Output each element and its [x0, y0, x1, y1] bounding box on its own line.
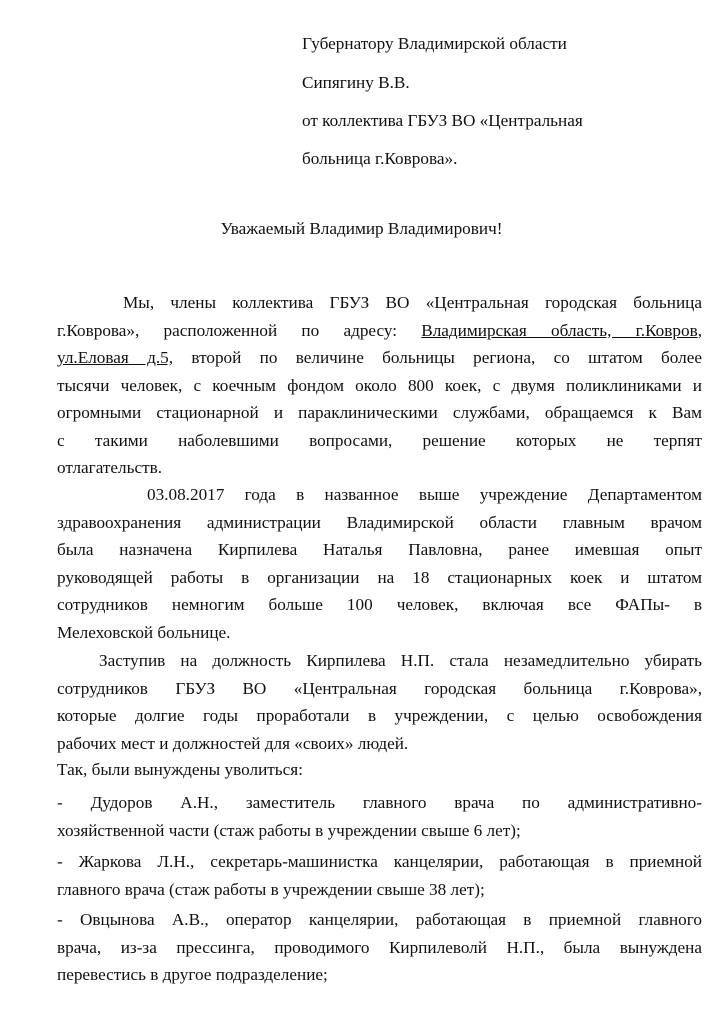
- paragraph-line: рабочих мест и должностей для «своих» людей.: [57, 733, 409, 753]
- paragraph-line: Заступив на должность Кирпилева Н.П. стала незамедлительно убирать: [99, 651, 702, 670]
- list-item-line: врача, из-за прессинга, проводимого Кирпилеволй Н.П., была вынуждена: [57, 937, 702, 957]
- paragraph-line: огромными стационарной и параклиническими службами, обращаемся к Вам: [57, 403, 702, 422]
- paragraph-line: 03.08.2017 года в названное выше учреждение Департаментом: [147, 485, 702, 504]
- paragraph-line: [57, 317, 702, 345]
- salutation: Уважаемый Владимир Владимирович!: [220, 219, 503, 238]
- paragraph-line: руководящей работы в организации на 18 стационарных коек и штатом: [57, 567, 702, 587]
- list-item-1: [57, 789, 702, 844]
- paragraph-line: была назначена Кирпилева Наталья Павловна, ранее имевшая опыт: [57, 540, 702, 559]
- paragraph-line: [57, 344, 702, 372]
- paragraph-line: тысячи человек, с коечным фондом около 800 коек, с двумя поликлиниками и: [57, 375, 702, 395]
- paragraph-line: которые долгие годы проработали в учреждении, с целью освобождения: [57, 706, 702, 725]
- paragraph-line: сотрудников немногим больше 100 человек, включая все ФАПы- в: [57, 595, 702, 614]
- paragraph-2: [57, 481, 702, 646]
- text-fragment: г.Коврова», расположенной по адресу:: [57, 320, 422, 340]
- paragraph-1: [57, 289, 702, 482]
- list-item-line: - Дудоров А.Н., заместитель главного врача по административно-: [57, 793, 702, 812]
- paragraph-line: здравоохранения администрации Владимирской области главным врачом: [57, 512, 702, 532]
- paragraph-line: Мы, члены коллектива ГБУЗ ВО «Центральная городская больница: [123, 293, 702, 312]
- list-item-2: [57, 848, 702, 903]
- addressee-line-3: от коллектива ГБУЗ ВО «Центральная: [302, 111, 583, 130]
- list-item-line: хозяйственной части (стаж работы в учреждении свыше 6 лет);: [57, 820, 521, 840]
- list-item-3: [57, 906, 702, 989]
- list-item-line: перевестись в другое подразделение;: [57, 965, 328, 984]
- list-item-line: - Овцынова А.В., оператор канцелярии, работающая в приемной главного: [57, 910, 702, 929]
- underlined-address: ул.Еловая д.5,: [57, 348, 174, 367]
- list-item-line: - Жаркова Л.Н., секретарь-машинистка канцелярии, работающая в приемной: [57, 852, 702, 871]
- list-item-line: главного врача (стаж работы в учреждении свыше 38 лет);: [57, 879, 485, 899]
- paragraph-line: с такими наболевшими вопросами, решение которых не терпят: [57, 430, 702, 450]
- addressee-line-2: Сипягину В.В.: [302, 73, 410, 92]
- paragraph-line: отлагательств.: [57, 458, 162, 477]
- addressee-line-4: больница г.Коврова».: [302, 149, 458, 168]
- paragraph-line: Мелеховской больнице.: [57, 622, 231, 642]
- text-fragment: второй по величине больницы региона, со штатом более: [173, 348, 702, 367]
- list-intro: Так, были вынуждены уволиться:: [57, 760, 303, 779]
- addressee-line-1: Губернатору Владимирской области: [302, 34, 567, 53]
- paragraph-line: сотрудников ГБУЗ ВО «Центральная городская больница г.Коврова»,: [57, 678, 702, 698]
- underlined-address: Владимирская область, г.Ковров,: [421, 320, 702, 340]
- paragraph-3: [57, 647, 702, 757]
